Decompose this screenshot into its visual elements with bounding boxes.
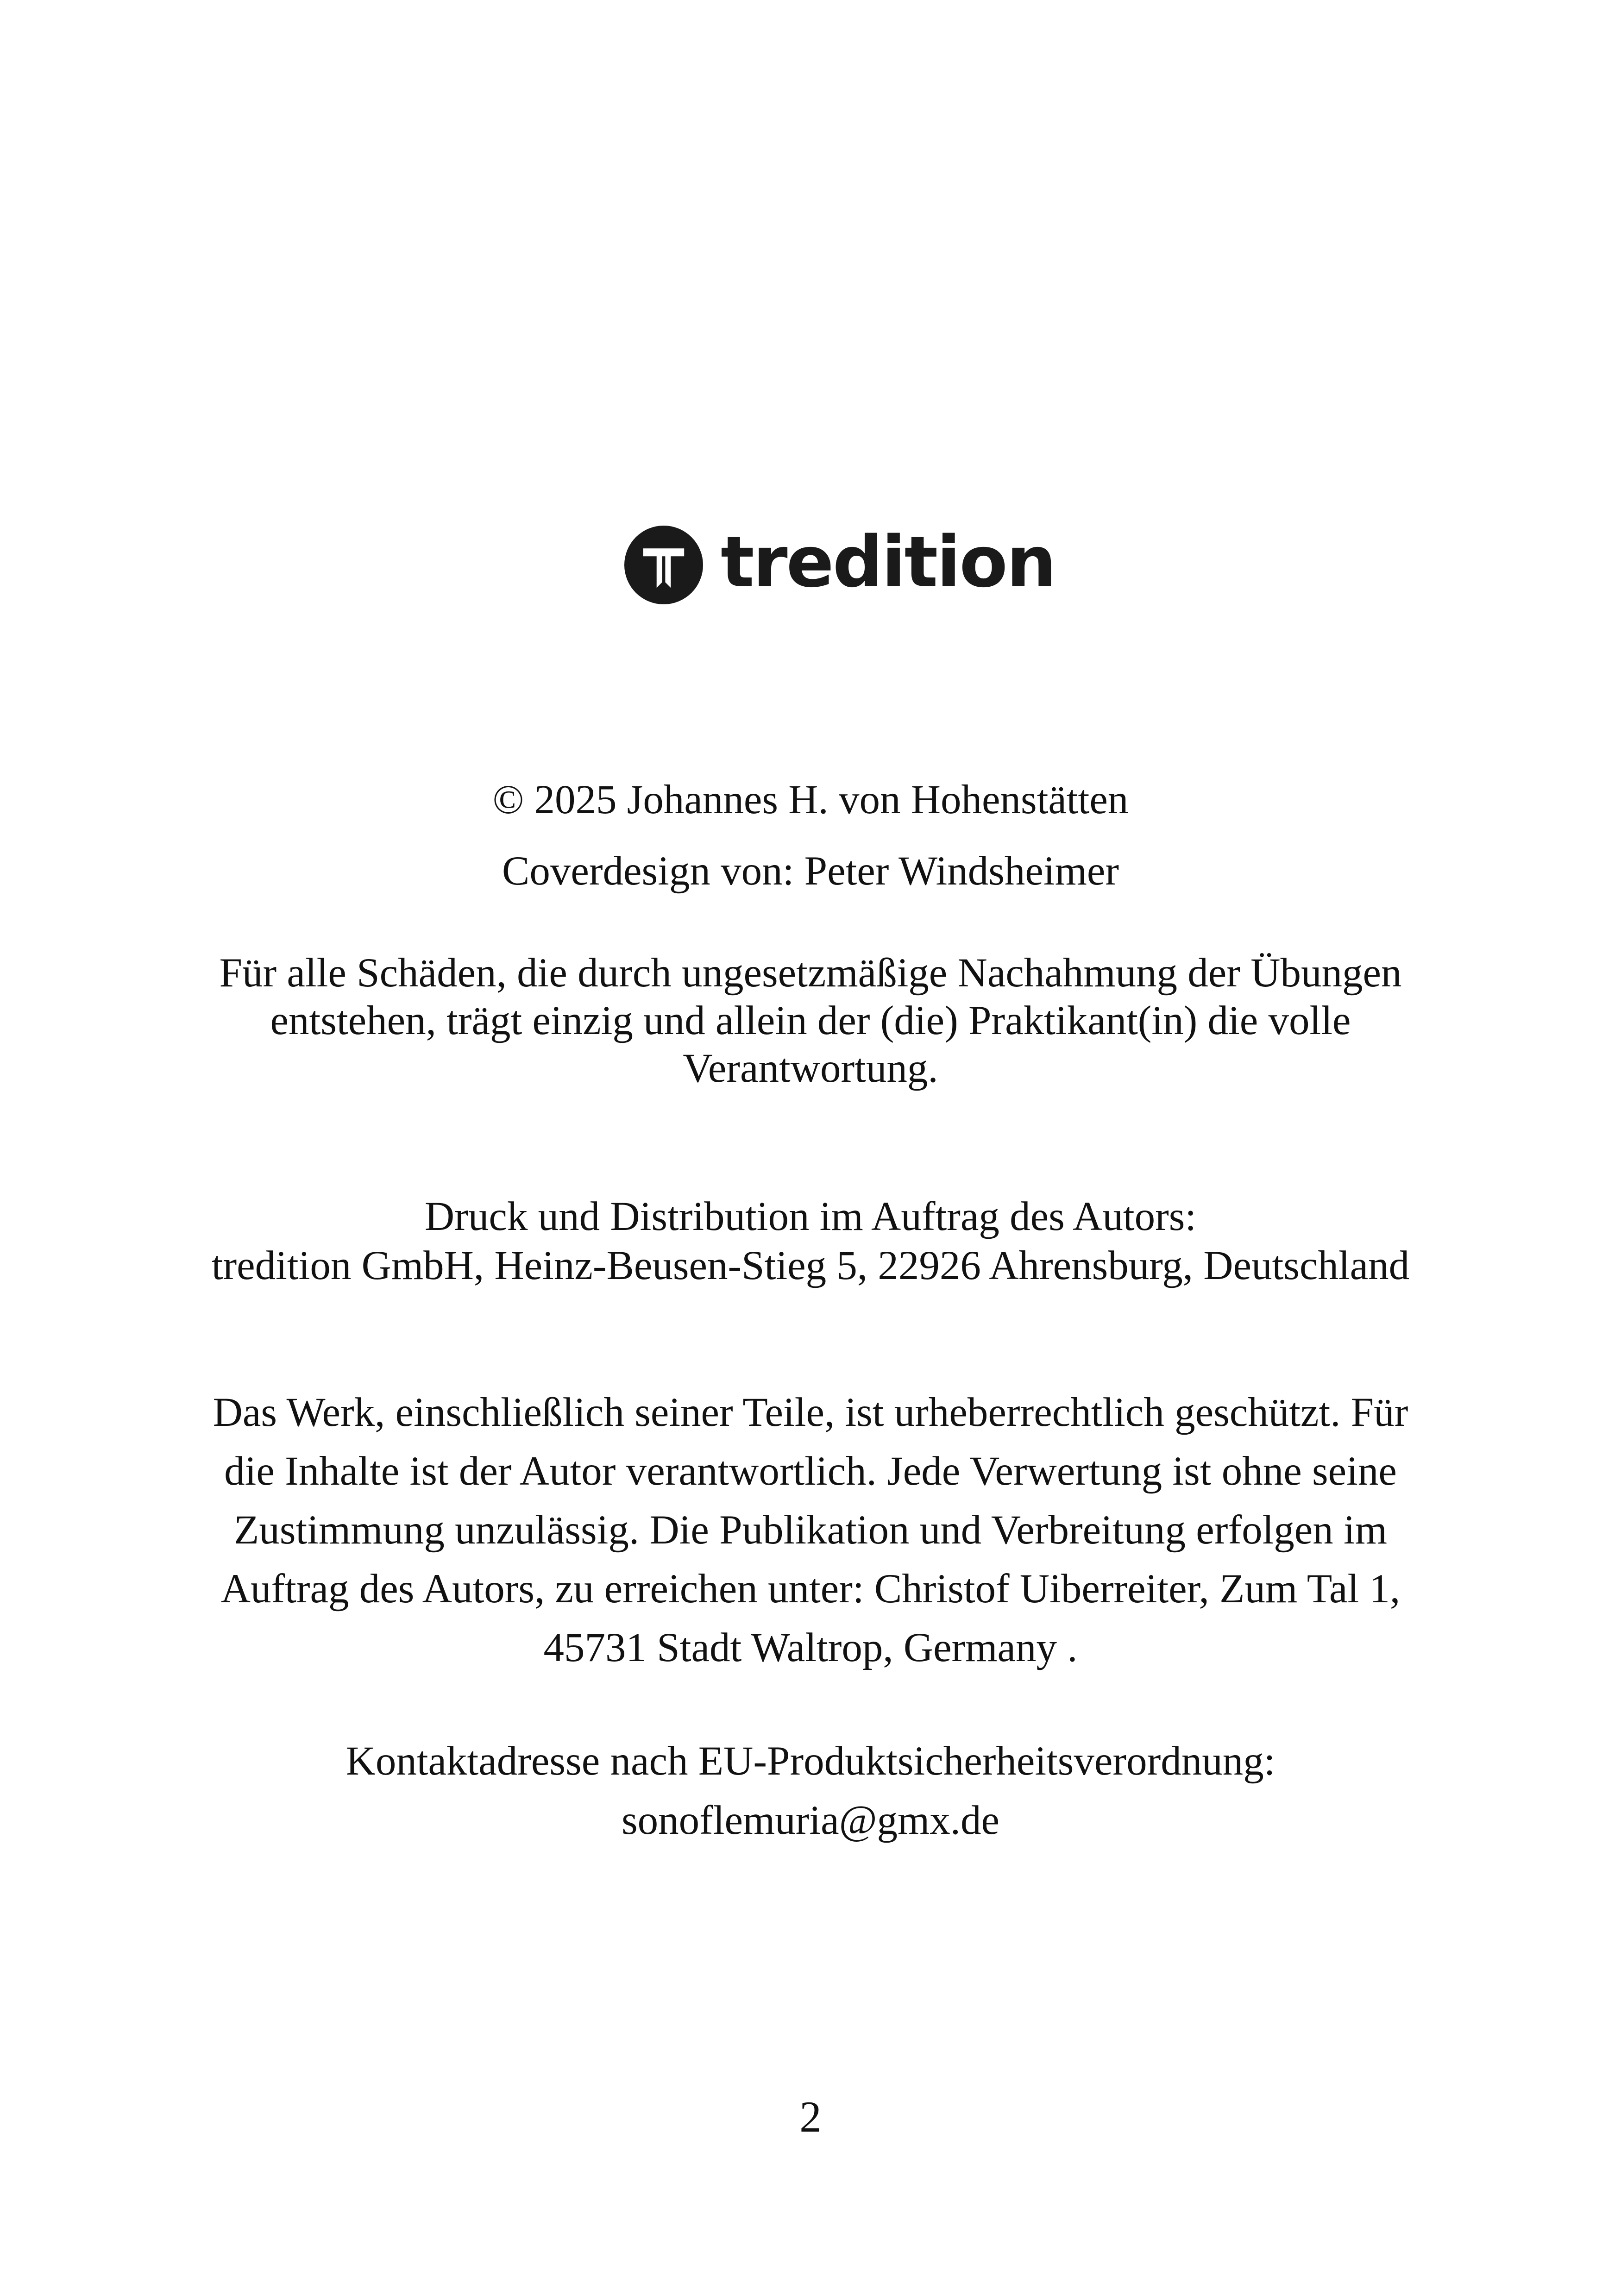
rights-line: die Inhalte ist der Autor verantwortlich. Jede Verwertung ist ohne seine [224,1449,1397,1494]
page-number: 2 [799,2092,822,2141]
disclaimer-line: Für alle Schäden, die durch ungesetzmäßige Nachahmung der Übungen [219,950,1402,996]
disclaimer-line: entstehen, trägt einzig und allein der (die) Praktikant(in) die volle [270,998,1351,1043]
contact-email: sonoflemuria@gmx.de [621,1798,1000,1843]
logo-wordmark: tredition [721,521,1056,603]
publisher-logo [624,523,1055,607]
cover-design-credit [0,848,1621,894]
copyright-line: © 2025 Johannes H. von Hohenstätten [492,777,1129,822]
distribution-line: Druck und Distribution im Auftrag des Autors: [424,1194,1197,1239]
tredition-logo-icon [624,526,703,604]
copyright-rights-text [0,1392,1621,1686]
rights-line: Zustimmung unzulässig. Die Publikation und Verbreitung erfolgen im [233,1507,1388,1553]
contact-label: Kontaktadresse nach EU-Produktsicherheitsverordnung: [346,1738,1275,1784]
distribution-info [0,1196,1621,1294]
distribution-line: tredition GmbH, Heinz-Beusen-Stieg 5, 22926 Ahrensburg, Deutschland [211,1243,1410,1288]
rights-line: 45731 Stadt Waltrop, Germany . [543,1625,1078,1670]
rights-line: Auftrag des Autors, zu erreichen unter: Christof Uiberreiter, Zum Tal 1, [220,1566,1401,1612]
cover-design-line: Coverdesign von: Peter Windsheimer [502,848,1119,894]
liability-disclaimer [0,950,1621,1096]
disclaimer-line: Verantwortung. [683,1046,938,1091]
rights-line: Das Werk, einschließlich seiner Teile, ist urheberrechtlich geschützt. Für [213,1390,1408,1435]
contact-address [0,1738,1621,1859]
copyright-notice [0,779,1621,821]
